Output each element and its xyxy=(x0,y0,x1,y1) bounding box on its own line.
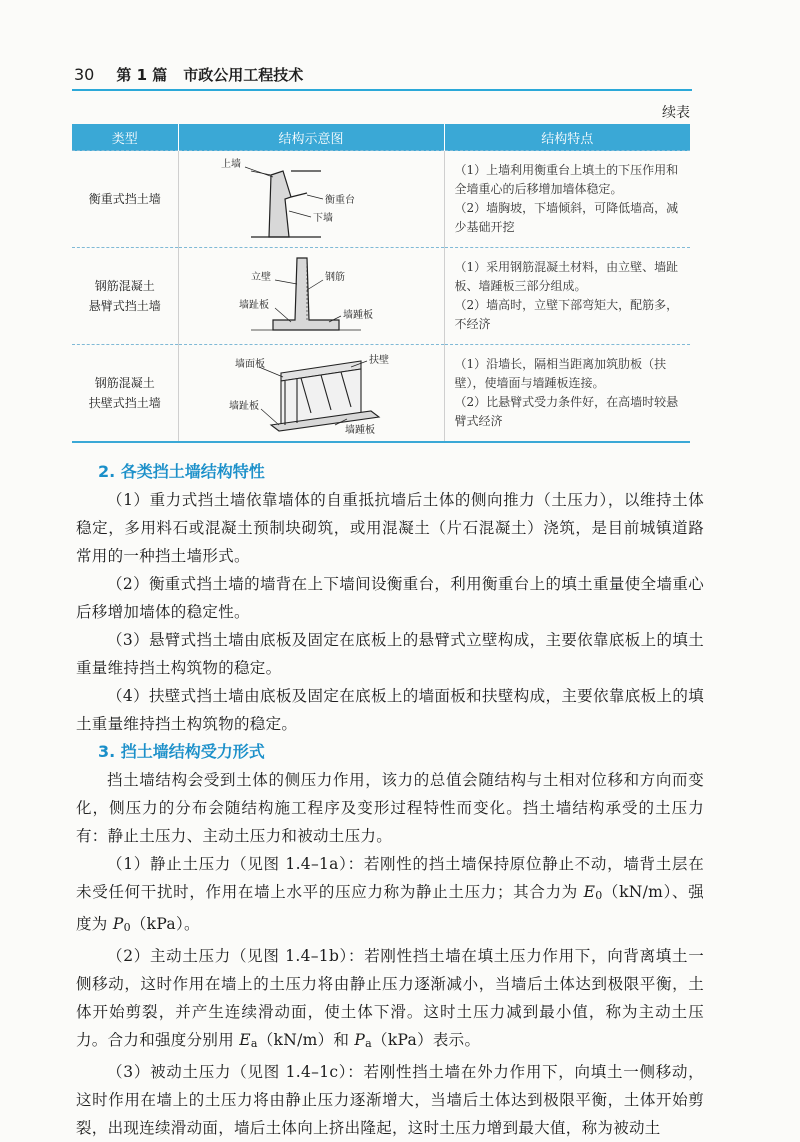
paragraph xyxy=(76,850,704,942)
running-header xyxy=(74,64,303,85)
label-heel-slab: 墙踵板 xyxy=(345,425,375,436)
label-counterweight-platform: 衡重台 xyxy=(325,195,355,206)
paragraph: （3）悬臂式挡土墙由底板及固定在底板上的悬臂式立壁构成，主要依靠底板上的填土重量维持挡土构筑物的稳定。 xyxy=(76,631,704,677)
header-rule xyxy=(72,89,692,91)
text-run: （kPa）。 xyxy=(130,915,200,933)
row-type-label: 悬臂式挡土墙 xyxy=(88,299,161,313)
paragraph: 挡土墙结构会受到土体的侧压力作用，该力的总值会随结构与土相对位移和方向而变化，侧压力的分布会随结构施工程序及变形过程特性而变化。挡土墙结构承受的土压力有：静止土压力、主动土压力和被动土压力。 xyxy=(76,771,704,845)
row-type-label: 扶壁式挡土墙 xyxy=(88,396,161,410)
section-heading: 3. 挡土墙结构受力形式 xyxy=(98,742,265,761)
feature-item: （1）沿墙长，隔相当距离加筑肋板（扶壁），使墙面与墙踵板连接。 xyxy=(454,357,667,390)
subscript: a xyxy=(250,1037,258,1050)
page-number: 30 xyxy=(74,65,95,84)
label-rebar: 钢筋 xyxy=(325,272,345,283)
subscript: a xyxy=(365,1037,373,1050)
label-lower-wall: 下墙 xyxy=(313,213,333,224)
structure-diagram-cell xyxy=(178,345,444,443)
subscript: 0 xyxy=(595,889,603,902)
symbol-E: E xyxy=(239,1031,251,1049)
cantilever-wall-diagram xyxy=(211,250,411,342)
counterfort-wall-diagram xyxy=(211,347,411,439)
section-heading: 2. 各类挡土墙结构特性 xyxy=(98,462,265,481)
feature-item: （2）比悬臂式受力条件好，在高墙时较悬臂式经济 xyxy=(454,395,679,428)
structure-diagram-cell xyxy=(178,151,444,248)
label-toe-slab: 墙趾板 xyxy=(239,300,269,311)
label-upper-wall: 上墙 xyxy=(221,159,241,170)
structure-features-cell xyxy=(444,248,690,345)
feature-item: （1）上墙利用衡重台上填土的下压作用和全墙重心的后移增加墙体稳定。 xyxy=(454,163,679,196)
table-header-row xyxy=(72,124,690,151)
counterfort-weight-wall-diagram xyxy=(211,153,411,245)
label-counterfort: 扶壁 xyxy=(369,355,389,366)
symbol-P: P xyxy=(112,915,124,933)
table-row xyxy=(72,345,690,443)
retaining-wall-table xyxy=(72,124,690,443)
column-header-type: 类型 xyxy=(72,124,178,151)
text-run: （kPa）表示。 xyxy=(372,1031,481,1049)
column-header-diagram: 结构示意图 xyxy=(178,124,444,151)
table-continued-label: 续表 xyxy=(662,105,690,121)
row-type-label: 钢筋混凝土 xyxy=(94,279,155,293)
part-title: 市政公用工程技术 xyxy=(183,66,304,84)
structure-features-cell xyxy=(444,151,690,248)
label-face-panel: 墙面板 xyxy=(235,359,265,370)
text-run: （kN/m）和 xyxy=(257,1031,355,1049)
subscript: 0 xyxy=(123,921,131,934)
row-type-label: 衡重式挡土墙 xyxy=(88,192,161,206)
label-stem-wall: 立壁 xyxy=(251,272,271,283)
table-row xyxy=(72,151,690,248)
paragraph: （2）衡重式挡土墙的墙背在上下墙间设衡重台，利用衡重台上的填土重量使全墙重心后移增加墙体的稳定性。 xyxy=(76,575,704,621)
paragraph xyxy=(76,942,704,1058)
feature-item: （2）墙胸坡，下墙倾斜，可降低墙高，减少基础开挖 xyxy=(454,201,679,234)
text-run: （kN/m）、强度为 xyxy=(76,883,705,933)
structure-diagram-cell xyxy=(178,248,444,345)
row-type-label: 钢筋混凝土 xyxy=(94,376,155,390)
row-type-cell xyxy=(72,248,178,345)
feature-item: （2）墙高时，立壁下部弯矩大，配筋多，不经济 xyxy=(454,298,679,331)
label-heel-slab: 墙踵板 xyxy=(343,310,373,321)
paragraph: （4）扶壁式挡土墙由底板及固定在底板上的墙面板和扶壁构成，主要依靠底板上的填土重量维持挡土构筑物的稳定。 xyxy=(76,687,704,733)
feature-item: （1）采用钢筋混凝土材料，由立壁、墙趾板、墙踵板三部分组成。 xyxy=(454,260,679,293)
structure-features-cell xyxy=(444,345,690,443)
paragraph: （3）被动土压力（见图 1.4–1c）：若刚性挡土墙在外力作用下，向填土一侧移动，这时作用在墙上的土压力将由静止压力逐渐增大，当墙后土体达到极限平衡，土体开始剪裂，出现连续滑动面，墙后土体向上挤出隆起，这时土压力增到最大值，称为被动土 xyxy=(76,1063,704,1137)
row-type-cell xyxy=(72,345,178,443)
symbol-E: E xyxy=(583,883,596,901)
text-run: （1）静止土压力（见图 1.4–1a）：若刚性的挡土墙保持原位静止不动，墙背土层在未受任何干扰时，作用在墙上水平的压应力称为静止土压力；其合力为 xyxy=(76,855,704,901)
table-row xyxy=(72,248,690,345)
symbol-P: P xyxy=(354,1031,366,1049)
part-label: 第 1 篇 xyxy=(116,66,168,84)
column-header-features: 结构特点 xyxy=(444,124,690,151)
body-text xyxy=(76,458,704,1142)
paragraph: （1）重力式挡土墙依靠墙体的自重抵抗墙后土体的侧向推力（土压力），以维持土体稳定，多用料石或混凝土预制块砌筑，或用混凝土（片石混凝土）浇筑，是目前城镇道路常用的一种挡土墙形式。 xyxy=(76,491,704,565)
label-toe-slab: 墙趾板 xyxy=(229,401,259,412)
text-run: （2）主动土压力（见图 1.4–1b）：若刚性挡土墙在填土压力作用下，向背离填土一侧移动，这时作用在墙上的土压力将由静止压力逐渐减小，当墙后土体达到极限平衡，土体开始剪裂，并产生连续滑动面，使土体下滑。这时土压力减到最小值，称为主动土压力。合力和强度分别用 xyxy=(76,947,704,1049)
row-type-cell xyxy=(72,151,178,248)
